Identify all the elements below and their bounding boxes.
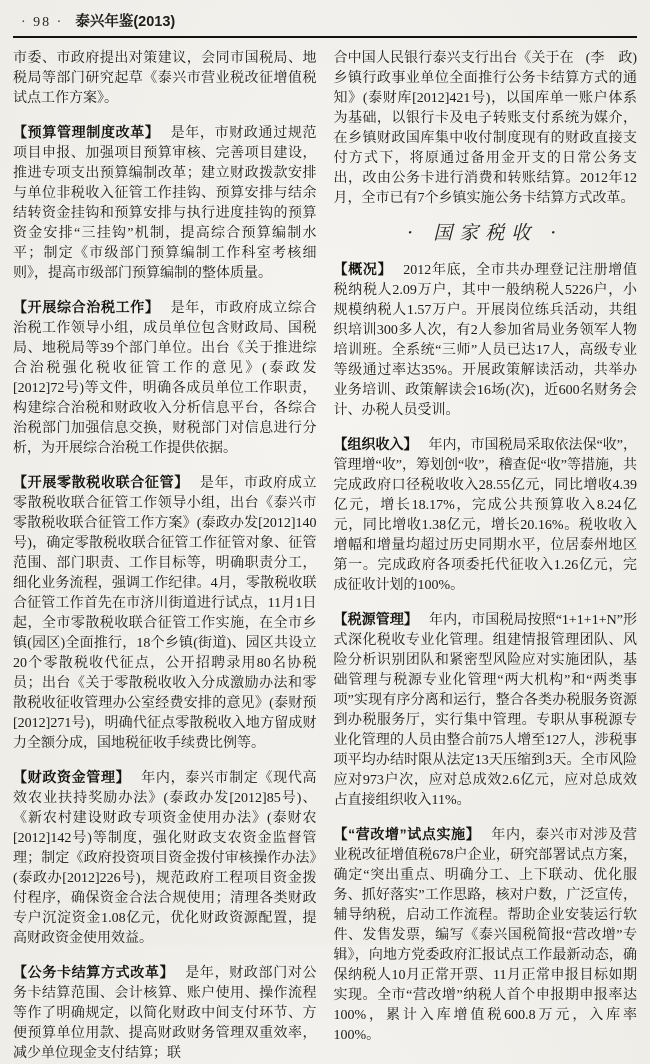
author-byline: (李 政) <box>585 51 637 66</box>
header-rule <box>13 36 637 38</box>
paragraph-text: 是年，财政部门对公务卡结算范围、会计核算、账户使用、操作流程等作了明确规定，以简化财政中间支付环节、方便预算单位用款、提高财政财务管理双重效率，减少单位现金支付结算；联 <box>13 966 317 1061</box>
entry-tax-source-management <box>334 609 638 811</box>
entry-vat-pilot <box>334 824 638 1046</box>
entry-title: 【税源管理】 <box>333 611 418 627</box>
entry-fiscal-funds <box>13 767 317 949</box>
paragraph-text: 年内，市国税局按照“1+1+1+N”形式深化税收专业化管理。组建情报管理团队、风险分析识别团队和紧密型风险应对实施团队，基础管理与税源专业化管理“两大机构”和“两类事项”实现有序分离和运行，整合各类办税服务资源到办税服务厅，实行集中管理。专职从事税源专业化管理的人员由整合前75人增至127人，涉税事项平均办结时限从法定13天压缩到3天。全市风险应对973户次，应对总成效2.6亿元，应对总成效占直接组织收入11%。 <box>333 613 637 808</box>
book-title: 泰兴年鉴(2013) <box>75 14 176 30</box>
entry-title: 【公务卡结算方式改革】 <box>13 964 175 980</box>
entry-title: 【“营改增”试点实施】 <box>333 826 481 842</box>
paragraph-text: 是年，市政府成立综合治税工作领导小组，成员单位包含财政局、国税局、地税局等39个部门单位。出台《关于推进综合治税强化税收征管工作的意见》(泰政发[2012]72号)等文件，明确各成员单位工作职责，构建综合治税和财政收入分析信息平台，各综合治税部门加强信息交换，财税部门对信息进行分析，为开展综合治税工作提供依据。 <box>13 301 317 456</box>
entry-revenue-organization <box>334 434 638 596</box>
left-column <box>13 49 317 1064</box>
paragraph-text: 年内，泰兴市制定《现代高效农业扶持奖励办法》(泰政办发[2012]85号)、《新农村建设财政专项资金使用办法》(泰财农[2012]142号)等制度，强化财政支农资金监督管理；制定《政府投资项目资金拨付审核操作办法》(泰政办[2012]226号)，规范政府工程项目资金拨付程序，确保资金合法合规使用；清理各类财政专户沉淀资金1.08亿元，优化财政资源配置，提高财政资金使用效益。 <box>13 771 317 946</box>
entry-overview <box>334 259 638 421</box>
entry-title: 【财政资金管理】 <box>13 769 131 785</box>
entry-budget-reform <box>13 122 317 284</box>
paragraph-text: 2012年底，全市共办理登记注册增值税纳税人2.09万户，其中一般纳税人5226户，小规模纳税人1.57万户。开展岗位练兵活动，共组织培训300多人次，有2人参加省局业务领军人物培训班。全系统“三师”人员已达17人，高级专业等级通过率达35%。开展政策解读活动，共举办业务培训、政策解读会16场(次)，近600名财务会计、办税人员受训。 <box>333 263 638 418</box>
page-number: · 98 · <box>21 15 64 30</box>
entry-title: 【组织收入】 <box>333 436 418 452</box>
entry-comprehensive-tax <box>13 297 317 459</box>
text-columns <box>13 49 637 1064</box>
right-column <box>334 49 638 1064</box>
entry-title: 【概况】 <box>333 261 393 277</box>
section-heading-national-tax: · 国家税收 · <box>407 222 564 244</box>
paragraph-continuation <box>13 49 317 109</box>
paragraph-text: 年内，泰兴市对涉及营业税改征增值税678户企业，研究部署试点方案，确定“突出重点、明确分工、上下联动、优化服务、抓好落实”工作思路，核对户数，广泛宣传，辅导纳税，启动工作流程。帮助企业安装运行软件、发售发票，编写《泰兴国税简报“营改增”专辑》，向地方党委政府汇报试点工作最新动态，确保纳税人10月正常开票、11月正常申报目标如期实现。全市“营改增”纳税人首个申报期申报率达100%，累计入库增值税600.8万元，入库率100%。 <box>333 828 637 1043</box>
paragraph-text: 市委、市政府提出对策建议，会同市国税局、地税局等部门研究起草《泰兴市营业税改征增值税试点工作方案》。 <box>13 51 317 106</box>
paragraph-continuation <box>334 49 638 209</box>
entry-title: 【开展零散税收联合征管】 <box>13 474 189 490</box>
running-head <box>13 8 637 36</box>
paragraph-text: 是年，市政府成立零散税收联合征管工作领导小组，出台《泰兴市零散税收联合征管工作方案》(泰政办发[2012]140号)，确定零散税收联合征管工作征管对象、征管范围、部门职责、工作目标等，明确职责分工，细化业务流程，强调工作纪律。4月，零散税收联合征管工作首先在市济川街道进行试点，11月1日起，全市零散税收联合征管工作实施，在全市乡镇(园区)全面推行，18个乡镇(街道)、园区共设立20个零散税收代征点，公开招聘录用80名协税员；出台《关于零散税收收入分成激励办法和零散税收征收管理办公室经费安排的意见》(泰财预[2012]271号)，明确代征点零散税收入地方留成财力全额分成，国地税征收手续费比例等。 <box>13 476 317 751</box>
entry-title: 【预算管理制度改革】 <box>13 124 160 140</box>
entry-official-card <box>13 962 317 1064</box>
paragraph-text: 年内，市国税局采取依法保“收”，管理增“收”，筹划创“收”，稽查促“收”等措施，共完成政府口径税收收入28.55亿元，同比增收4.39亿元，增长18.17%，完成公共预算收入8.24亿元，同比增收1.38亿元，增长20.16%。税收收入增幅和增量均超过历史同期水平，位居泰州地区第一。完成政府各项委托代征收入1.26亿元，完成征收计划的100%。 <box>333 438 638 593</box>
paragraph-text: 合中国人民银行泰兴支行出台《关于在乡镇行政事业单位全面推行公务卡结算方式的通知》(泰财库[2012]421号)，以国库单一账户体系为基础，以银行卡及电子转账支付系统为媒介，在乡镇财政国库集中收付制度现有的财政直接支付方式下，将原通过备用金开支的日常公务支出，改由公务卡进行消费和转账结算。2012年12月，全市已有7个乡镇实施公务卡结算方式改革。 <box>333 51 637 206</box>
paragraph-text: 是年，市财政通过规范项目申报、加强项目预算审核、完善项目建设，推进专项支出预算编制改革；建立财政拨款安排与单位非税收入征管工作挂钩、预算安排与结余结转资金挂钩和预算安排与执行进度挂钩的预算资金安排“三挂钩”机制，提高综合预算编制水平；制定《市级部门预算编制工作科室考核细则》，提高市级部门预算编制的整体质量。 <box>13 126 317 281</box>
entry-title: 【开展综合治税工作】 <box>13 299 160 315</box>
entry-scattered-tax <box>13 472 317 754</box>
